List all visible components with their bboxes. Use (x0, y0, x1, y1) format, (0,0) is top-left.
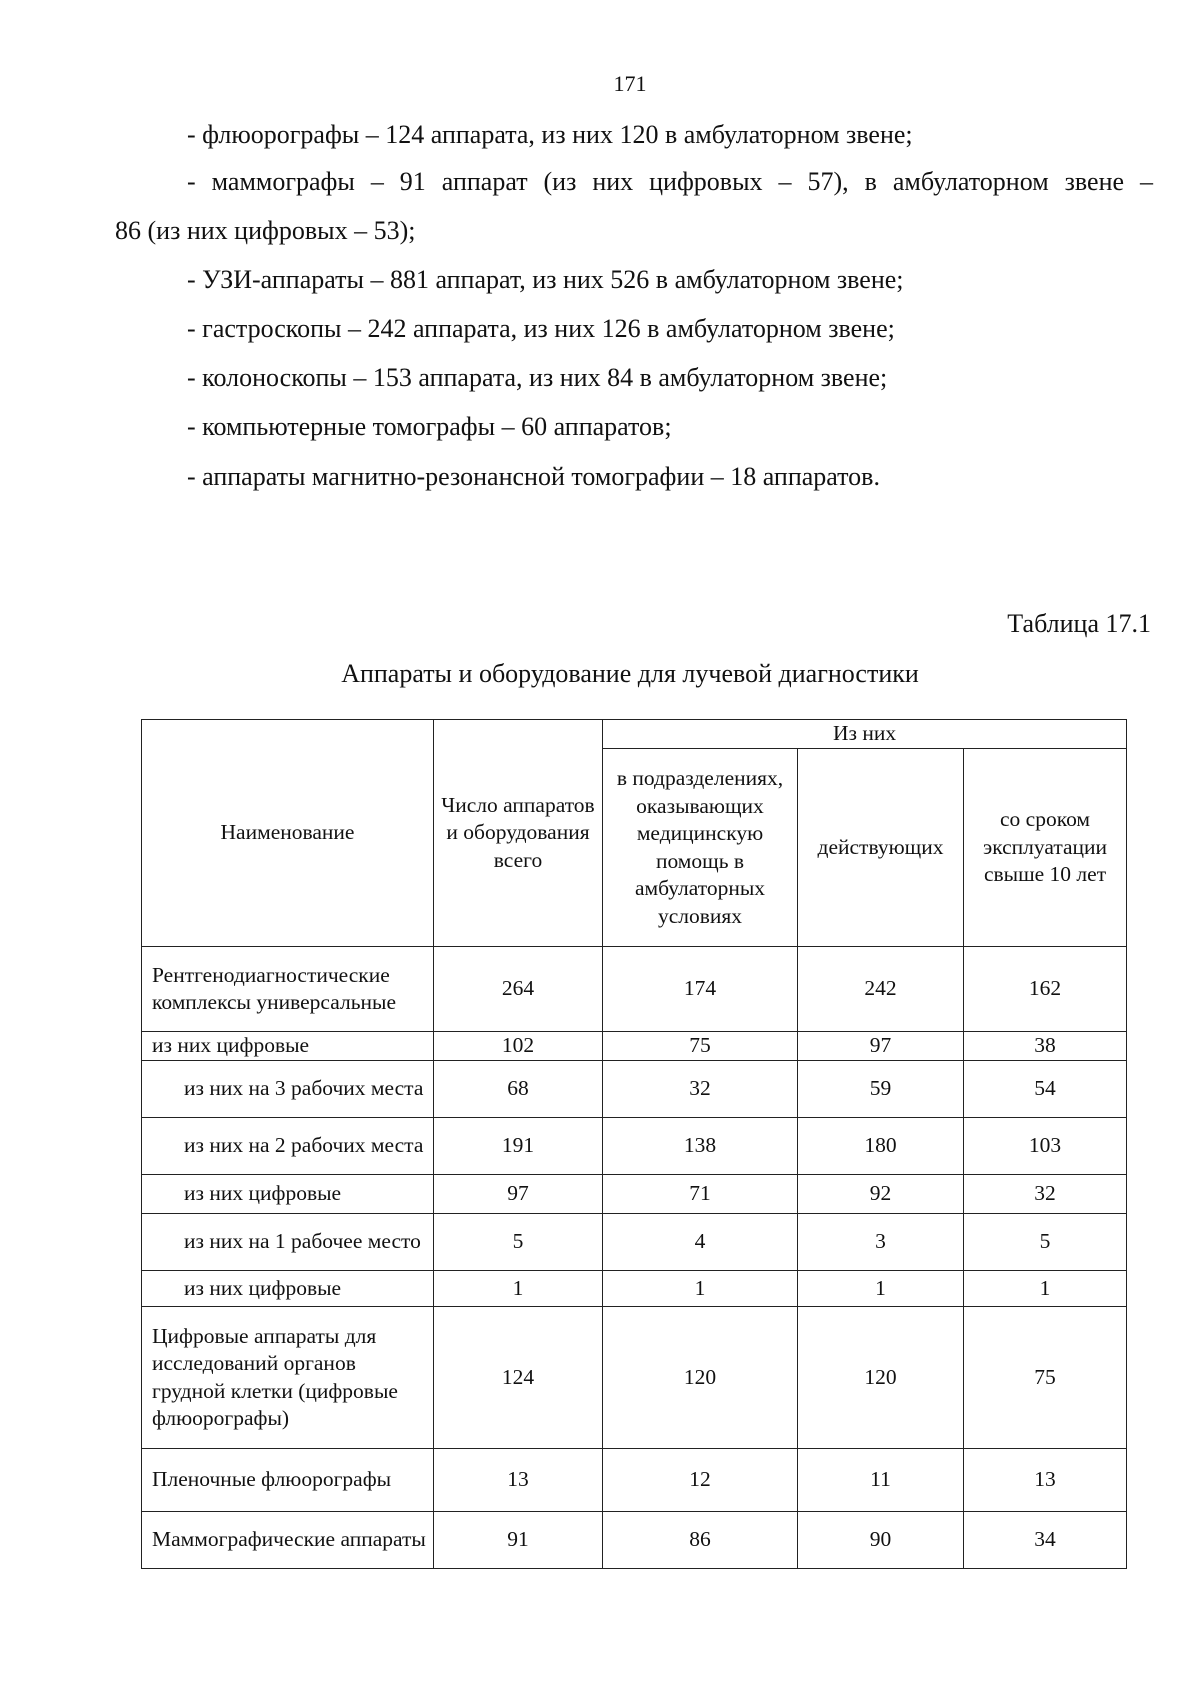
cell-active: 120 (798, 1307, 964, 1449)
header-group-of-them: Из них (603, 720, 1127, 749)
list-item-colonoscopes: - колоноскопы – 153 аппарата, из них 84 в амбулаторном звене; (187, 363, 888, 392)
cell-total: 102 (434, 1032, 603, 1061)
cell-total: 1 (434, 1271, 603, 1307)
cell-total: 124 (434, 1307, 603, 1449)
row-name: Цифровые аппараты для исследований органов грудной клетки (цифровые флюорографы) (142, 1307, 434, 1449)
cell-outpatient: 86 (603, 1512, 798, 1569)
cell-over-10-years: 75 (964, 1307, 1127, 1449)
list-item-mammographs-continued: 86 (из них цифровых – 53); (115, 216, 416, 245)
cell-total: 5 (434, 1214, 603, 1271)
row-name: из них цифровые (142, 1032, 434, 1061)
list-item-ultrasound: - УЗИ-аппараты – 881 аппарат, из них 526 в амбулаторном звене; (187, 265, 904, 294)
list-item-mammographs: - маммографы – 91 аппарат (из них цифровых – 57), в амбулаторном звене – (187, 167, 1153, 196)
row-name: из них цифровые (142, 1175, 434, 1214)
row-name: из них на 3 рабочих места (142, 1061, 434, 1118)
cell-over-10-years: 5 (964, 1214, 1127, 1271)
list-item-fluorographs: - флюорографы – 124 аппарата, из них 120 в амбулаторном звене; (187, 120, 913, 149)
cell-outpatient: 1 (603, 1271, 798, 1307)
table-row (142, 1118, 1127, 1175)
table-row (142, 1449, 1127, 1512)
cell-outpatient: 12 (603, 1449, 798, 1512)
table-row (142, 1307, 1127, 1449)
cell-outpatient: 32 (603, 1061, 798, 1118)
row-name: Маммографические аппараты (142, 1512, 434, 1569)
cell-total: 13 (434, 1449, 603, 1512)
cell-active: 59 (798, 1061, 964, 1118)
cell-outpatient: 71 (603, 1175, 798, 1214)
cell-outpatient: 174 (603, 947, 798, 1032)
row-name: Пленочные флюорографы (142, 1449, 434, 1512)
row-name: Рентгенодиагностические комплексы универсальные (142, 947, 434, 1032)
row-name: из них цифровые (142, 1271, 434, 1307)
table-row (142, 1271, 1127, 1307)
header-outpatient: в подразделениях, оказывающих медицинскую помощь в амбулаторных условиях (603, 749, 798, 947)
cell-total: 97 (434, 1175, 603, 1214)
cell-outpatient: 138 (603, 1118, 798, 1175)
cell-over-10-years: 13 (964, 1449, 1127, 1512)
table-row (142, 1032, 1127, 1061)
cell-active: 97 (798, 1032, 964, 1061)
cell-outpatient: 75 (603, 1032, 798, 1061)
cell-over-10-years: 162 (964, 947, 1127, 1032)
list-item-gastroscopes: - гастроскопы – 242 аппарата, из них 126 в амбулаторном звене; (187, 314, 895, 343)
cell-active: 180 (798, 1118, 964, 1175)
header-total: Число аппаратов и оборудования всего (434, 720, 603, 947)
table-row (142, 1061, 1127, 1118)
cell-outpatient: 4 (603, 1214, 798, 1271)
row-name: из них на 2 рабочих места (142, 1118, 434, 1175)
page-number: 171 (613, 71, 647, 96)
table-row (142, 1214, 1127, 1271)
cell-total: 264 (434, 947, 603, 1032)
cell-active: 3 (798, 1214, 964, 1271)
cell-active: 11 (798, 1449, 964, 1512)
table-title: Аппараты и оборудование для лучевой диагностики (341, 659, 919, 688)
list-item-mri-scanners: - аппараты магнитно-резонансной томографии – 18 аппаратов. (187, 462, 880, 491)
cell-over-10-years: 103 (964, 1118, 1127, 1175)
table-row (142, 947, 1127, 1032)
table-caption: Таблица 17.1 (1007, 609, 1151, 638)
row-name: из них на 1 рабочее место (142, 1214, 434, 1271)
list-item-ct-scanners: - компьютерные томографы – 60 аппаратов; (187, 412, 672, 441)
table-row (142, 1175, 1127, 1214)
cell-total: 91 (434, 1512, 603, 1569)
cell-total: 68 (434, 1061, 603, 1118)
cell-over-10-years: 38 (964, 1032, 1127, 1061)
cell-total: 191 (434, 1118, 603, 1175)
equipment-table (141, 719, 1127, 1569)
header-over-10-years: со сроком эксплуатации свыше 10 лет (964, 749, 1127, 947)
cell-active: 242 (798, 947, 964, 1032)
cell-active: 1 (798, 1271, 964, 1307)
cell-active: 92 (798, 1175, 964, 1214)
header-active: действующих (798, 749, 964, 947)
cell-outpatient: 120 (603, 1307, 798, 1449)
table-row (142, 1512, 1127, 1569)
cell-over-10-years: 54 (964, 1061, 1127, 1118)
cell-over-10-years: 34 (964, 1512, 1127, 1569)
header-name: Наименование (142, 720, 434, 947)
cell-active: 90 (798, 1512, 964, 1569)
cell-over-10-years: 32 (964, 1175, 1127, 1214)
cell-over-10-years: 1 (964, 1271, 1127, 1307)
